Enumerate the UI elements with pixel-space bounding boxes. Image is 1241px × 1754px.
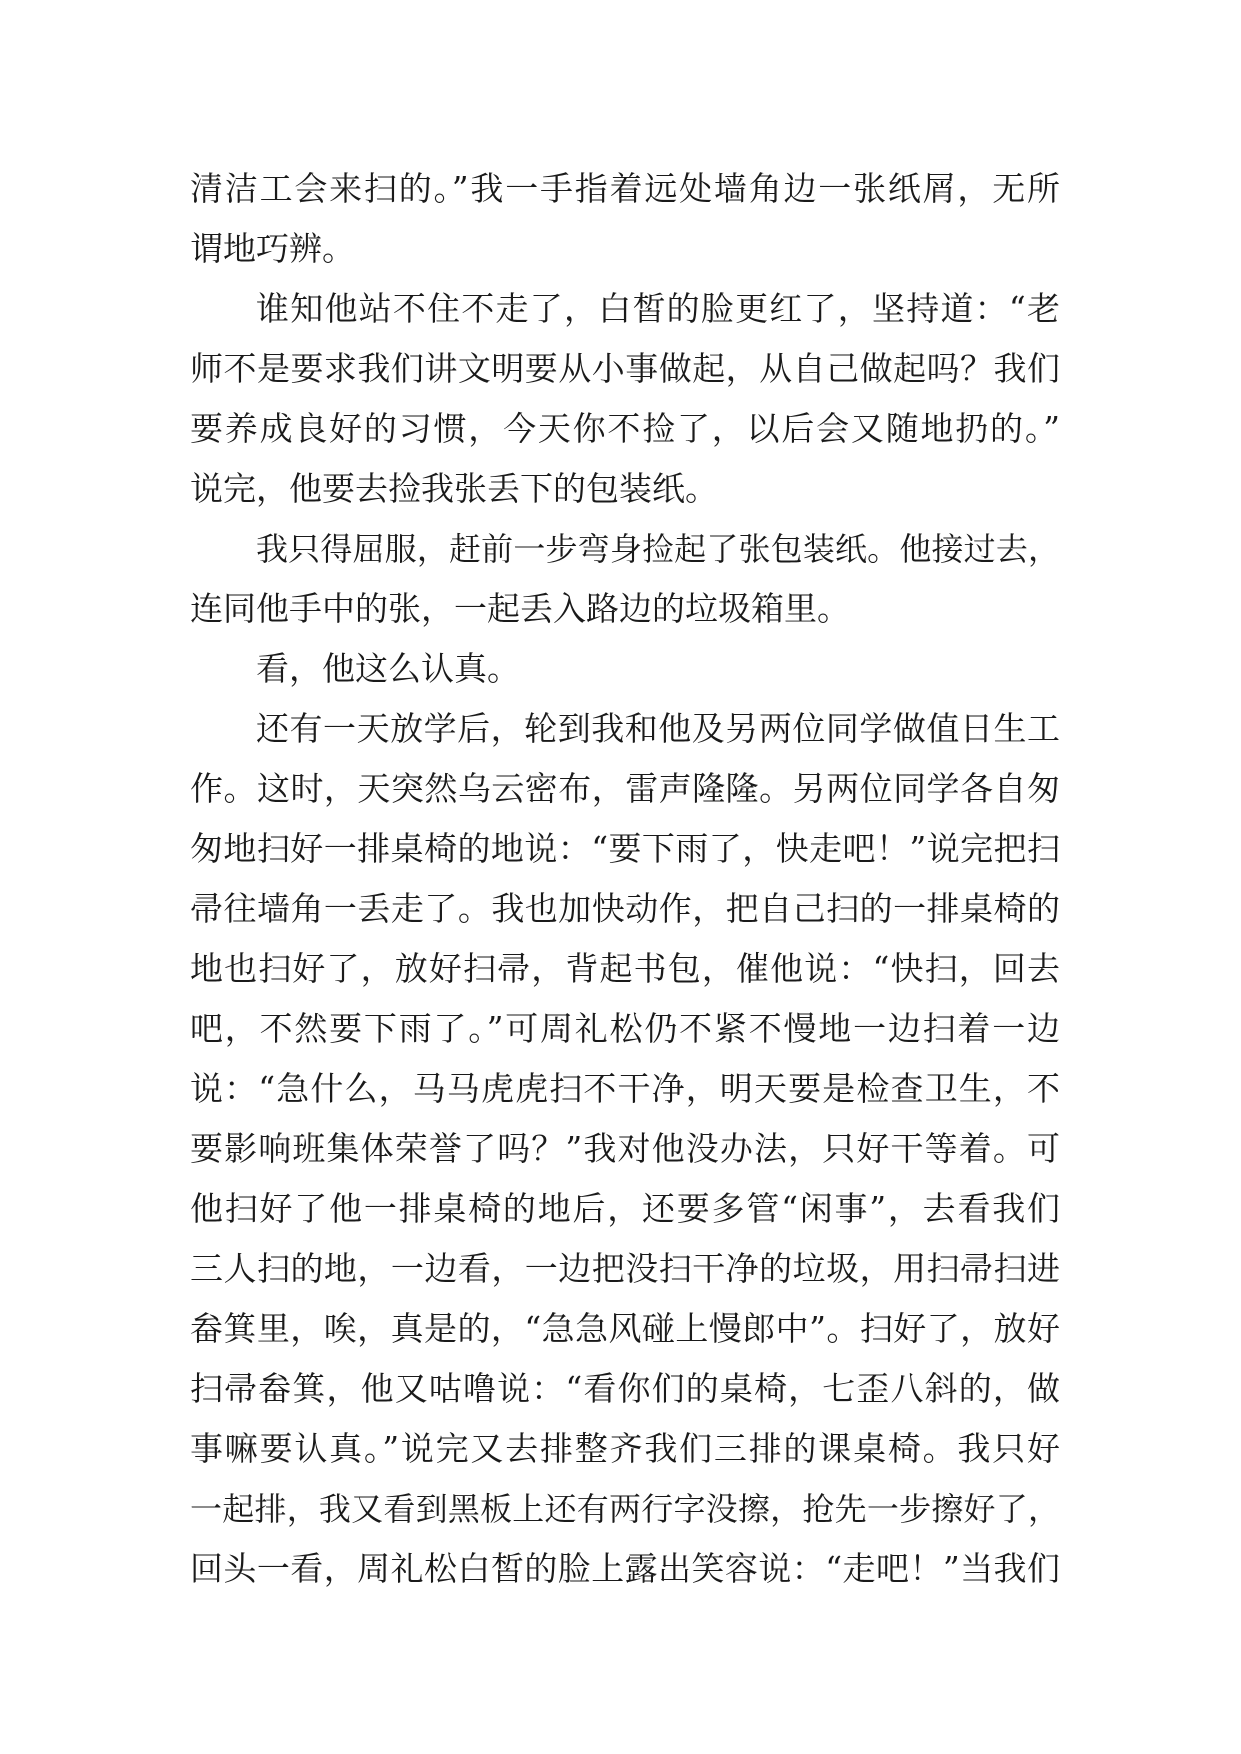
text-line: 清洁工会来扫的。”我一手指着远处墙角边一张纸屑，无所 <box>190 169 1060 208</box>
text-line: 帚往墙角一丢走了。我也加快动作，把自己扫的一排桌椅的 <box>190 889 1060 928</box>
text-line: 我只得屈服，赶前一步弯身捡起了张包装纸。他接过去， <box>256 530 1060 568</box>
text-line: 作。这时，天突然乌云密布，雷声隆隆。另两位同学各自匆 <box>190 769 1060 808</box>
text-line: 说：“急什么，马马虎虎扫不干净，明天要是检查卫生，不 <box>190 1069 1060 1108</box>
text-line: 回头一看，周礼松白皙的脸上露出笑容说：“走吧！”当我们 <box>190 1549 1060 1588</box>
text-line: 要养成良好的习惯，今天你不捡了，以后会又随地扔的。” <box>190 409 1060 448</box>
text-line: 说完，他要去捡我张丢下的包装纸。 <box>190 469 718 508</box>
text-line: 吧，不然要下雨了。”可周礼松仍不紧不慢地一边扫着一边 <box>190 1009 1060 1048</box>
text-line: 看，他这么认真。 <box>256 649 520 688</box>
text-line: 畚箕里，唉，真是的，“急急风碰上慢郎中”。扫好了，放好 <box>190 1309 1060 1348</box>
text-line: 地也扫好了，放好扫帚，背起书包，催他说：“快扫，回去 <box>190 949 1060 988</box>
text-line: 扫帚畚箕，他又咕噜说：“看你们的桌椅，七歪八斜的，做 <box>190 1369 1060 1408</box>
text-line: 要影响班集体荣誉了吗？”我对他没办法，只好干等着。可 <box>190 1129 1060 1168</box>
text-line: 连同他手中的张，一起丢入路边的垃圾箱里。 <box>190 589 850 628</box>
text-line: 事嘛要认真。”说完又去排整齐我们三排的课桌椅。我只好 <box>190 1429 1060 1468</box>
text-line: 一起排，我又看到黑板上还有两行字没擦，抢先一步擦好了， <box>190 1490 1060 1528</box>
text-line: 三人扫的地，一边看，一边把没扫干净的垃圾，用扫帚扫进 <box>190 1249 1060 1288</box>
text-line: 谓地巧辨。 <box>190 229 355 268</box>
text-line: 匆地扫好一排桌椅的地说：“要下雨了，快走吧！”说完把扫 <box>190 829 1060 868</box>
text-line: 师不是要求我们讲文明要从小事做起，从自己做起吗？我们 <box>190 349 1060 388</box>
text-line: 还有一天放学后，轮到我和他及另两位同学做值日生工 <box>256 709 1060 748</box>
body-text <box>190 159 1060 1599</box>
text-line: 他扫好了他一排桌椅的地后，还要多管“闲事”，去看我们 <box>190 1189 1060 1228</box>
text-line: 谁知他站不住不走了，白皙的脸更红了，坚持道：“老 <box>256 289 1060 328</box>
